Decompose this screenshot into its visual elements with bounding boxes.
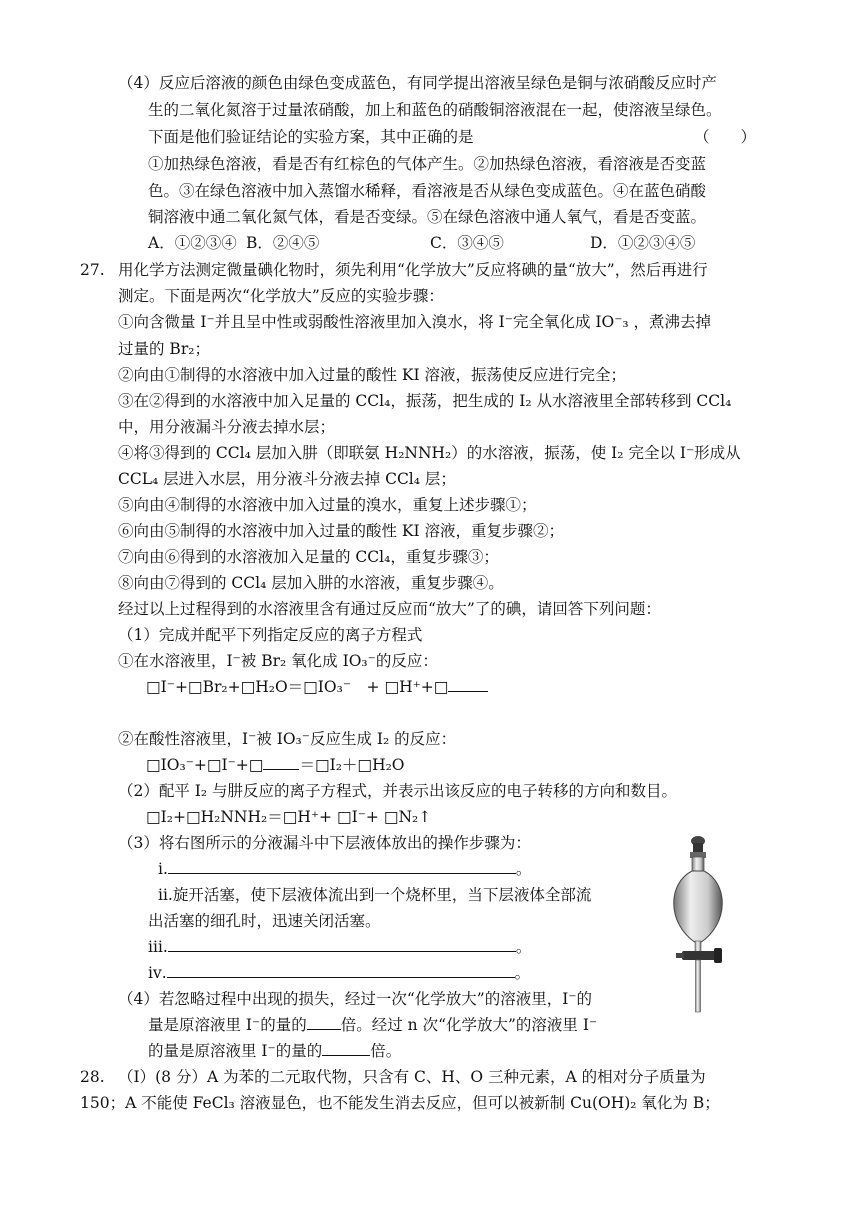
equation-1-text: □I⁻+□Br₂+□H₂O＝□IO₃⁻ + □H⁺+□ <box>146 678 449 696</box>
option-a: A．①②③④ <box>148 234 237 252</box>
separatory-funnel-image <box>660 835 740 1015</box>
step-1a: ①向含微量 I⁻并且呈中性或弱酸性溶液里加入溴水，将 I⁻完全氧化成 IO⁻₃ ，煮沸去掉 <box>118 313 712 331</box>
option-b: B．②④⑤ <box>246 234 320 252</box>
equation-2-left: □IO₃⁻+□I⁻+□ <box>146 756 264 774</box>
part-3-heading: （3）将右图所示的分液漏斗中下层液体放出的操作步骤为： <box>118 834 531 852</box>
step-4b: CCL₄ 层进入水层，用分液斗分液去掉 CCl₄ 层； <box>118 470 456 488</box>
option-d: D．①②③④⑤ <box>590 234 696 252</box>
q26-4-line5: 色。③在绿色溶液中加入蒸馏水稀释，看溶液是否从绿色变成蓝色。④在蓝色硝酸 <box>148 182 707 200</box>
answer-blank[interactable] <box>168 937 516 952</box>
equation-2-right: ＝□I₂＋□H₂O <box>299 756 405 774</box>
step-iv-label: ⅳ. <box>148 964 167 982</box>
part-4-line1: （4）若忽略过程中出现的损失，经过一次“化学放大”的溶液里，I⁻的 <box>118 990 593 1008</box>
answer-paren: （ ） <box>694 128 757 146</box>
step-5: ⑤向由④制得的水溶液中加入过量的溴水，重复上述步骤①； <box>118 496 537 514</box>
step-iv <box>148 962 530 984</box>
option-c: C．③④⑤ <box>430 234 504 252</box>
answer-blank[interactable] <box>263 755 299 770</box>
q28-line1: （Ⅰ）(8 分）A 为苯的二元取代物，只含有 C、H、O 三种元素，A 的相对分子质量为 <box>118 1068 706 1086</box>
part-4-line3-a: 的量是原溶液里 I⁻的量的 <box>148 1042 323 1060</box>
part-4-line2-a: 量是原溶液里 I⁻的量的 <box>148 1016 307 1034</box>
q26-4-line3: 下面是他们验证结论的实验方案，其中正确的是 <box>148 128 474 146</box>
answer-blank[interactable] <box>448 677 488 692</box>
part-4-line2 <box>148 1014 597 1036</box>
step-1b: 过量的 Br₂； <box>118 340 210 358</box>
q26-4-line6: 铜溶液中通二氧化氮气体，看是否变绿。⑤在绿色溶液中通人氧气，看是否变蓝。 <box>148 208 707 226</box>
step-8: ⑧向由⑦得到的 CCl₄ 层加入肼的水溶液，重复步骤④。 <box>118 574 504 592</box>
step-2: ②向由①制得的水溶液中加入过量的酸性 KI 溶液，振荡使反应进行完全； <box>118 366 627 384</box>
step-ii-b: 出活塞的细孔时，迅速关闭活塞。 <box>148 912 381 930</box>
q28-number: 28. <box>80 1068 105 1086</box>
answer-blank[interactable] <box>167 963 515 978</box>
step-4a: ④将③得到的 CCl₄ 层加入肼（即联氨 H₂NNH₂）的水溶液，振荡，使 I₂ 完全以 I⁻形成从 <box>118 444 741 462</box>
part-1a: ①在水溶液里，I⁻被 Br₂ 氧化成 IO₃⁻的反应： <box>118 652 438 670</box>
part-4-line3 <box>148 1040 401 1062</box>
answer-blank[interactable] <box>168 859 516 874</box>
step-3b: 中，用分液漏斗分液去掉水层； <box>118 418 336 436</box>
step-i-label: ⅰ. <box>158 860 168 878</box>
step-ii-a: ⅱ.旋开活塞，使下层液体流出到一个烧杯里，当下层液体全部流 <box>158 886 592 904</box>
answer-blank[interactable] <box>322 1041 370 1056</box>
part-4-line3-b: 倍。 <box>370 1042 402 1060</box>
q27-number: 27. <box>80 261 105 279</box>
part-1-heading: （1）完成并配平下列指定反应的离子方程式 <box>118 626 423 644</box>
q26-4-line1: （4）反应后溶液的颜色由绿色变成蓝色，有同学提出溶液呈绿色是铜与浓硝酸反应时产 <box>118 74 717 92</box>
part-4-line2-b: 倍。经过 n 次“化学放大”的溶液里 I⁻ <box>340 1016 598 1034</box>
step-iii <box>148 936 531 958</box>
q27-summary: 经过以上过程得到的水溶液里含有通过反应而“放大”了的碘，请回答下列问题： <box>118 600 661 618</box>
equation-1 <box>146 676 488 698</box>
step-i <box>158 858 531 880</box>
part-1b: ②在酸性溶液里，I⁻被 IO₃⁻反应生成 I₂ 的反应： <box>118 730 457 748</box>
step-7: ⑦向由⑥得到的水溶液加入足量的 CCl₄，重复步骤③； <box>118 548 499 566</box>
equation-2 <box>146 754 405 776</box>
q27-intro-1: 用化学方法测定微量碘化物时，须先利用“化学放大”反应将碘的量“放大”，然后再进行 <box>118 261 708 279</box>
q28-line2: 150；A 不能使 FeCl₃ 溶液显色，也不能发生消去反应，但可以被新制 Cu(OH)₂ 氧化为 B； <box>80 1094 720 1112</box>
step-6: ⑥向由⑤制得的水溶液中加入过量的酸性 KI 溶液，重复步骤②； <box>118 522 565 540</box>
step-iii-label: ⅲ. <box>148 938 168 956</box>
period: 。 <box>515 860 532 878</box>
answer-blank[interactable] <box>307 1015 341 1030</box>
q26-4-line4: ①加热绿色溶液，看是否有红棕色的气体产生。②加热绿色溶液，看溶液是否变蓝 <box>148 155 707 173</box>
q27-intro-2: 测定。下面是两次“化学放大”反应的实验步骤： <box>118 287 444 305</box>
period: 。 <box>515 938 532 956</box>
q26-4-line2: 生的二氧化氮溶于过量浓硝酸，加上和蓝色的硝酸铜溶液混在一起，使溶液呈绿色。 <box>148 101 722 119</box>
period: 。 <box>514 964 531 982</box>
equation-3: □I₂+□H₂NNH₂＝□H⁺+ □I⁻+ □N₂↑ <box>146 808 432 826</box>
part-2-heading: （2）配平 I₂ 与肼反应的离子方程式，并表示出该反应的电子转移的方向和数目。 <box>118 782 678 800</box>
step-3a: ③在②得到的水溶液中加入足量的 CCl₄，振荡，把生成的 I₂ 从水溶液里全部转移到 CCl₄ <box>118 392 732 410</box>
